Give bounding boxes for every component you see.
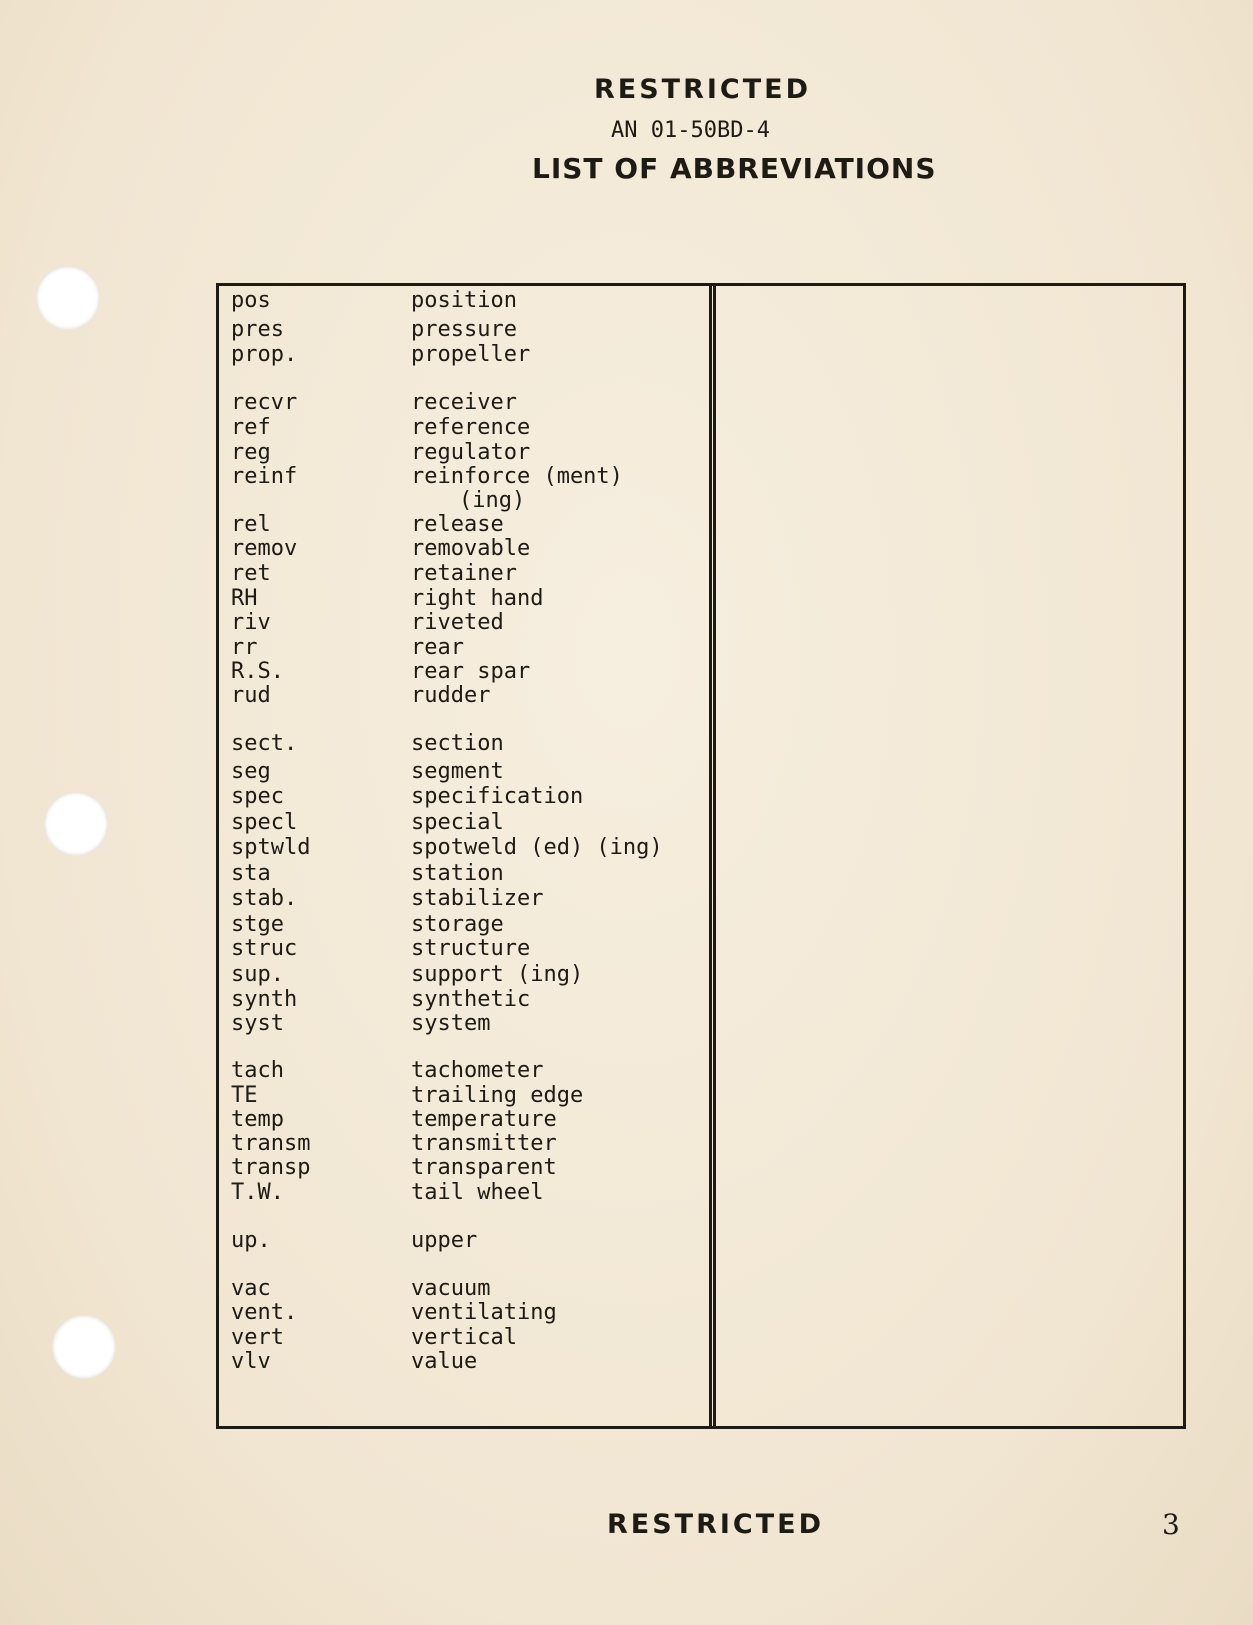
abbreviation-meaning: special bbox=[411, 810, 504, 835]
abbreviation-term: recvr bbox=[231, 390, 298, 415]
abbreviation-term: sptwld bbox=[231, 835, 311, 860]
abbreviation-meaning: rear bbox=[411, 635, 464, 660]
abbreviation-term: syst bbox=[231, 1011, 284, 1036]
abbreviation-meaning: transmitter bbox=[411, 1131, 557, 1156]
abbreviation-meaning: transparent bbox=[411, 1155, 557, 1180]
abbreviation-term: synth bbox=[231, 987, 298, 1012]
abbreviation-term: specl bbox=[231, 810, 298, 835]
abbreviation-term: ret bbox=[231, 561, 271, 586]
footer-classification: RESTRICTED bbox=[607, 1509, 825, 1540]
abbreviation-meaning: release bbox=[411, 512, 504, 537]
abbreviation-meaning: tachometer bbox=[411, 1058, 544, 1083]
abbreviation-term: reinf bbox=[231, 464, 298, 489]
abbreviation-meaning: pressure bbox=[411, 317, 517, 342]
abbreviation-term: sect. bbox=[231, 731, 298, 756]
abbreviation-term: temp bbox=[231, 1107, 284, 1132]
empty-right-column bbox=[716, 286, 1183, 1426]
abbreviation-term: rud bbox=[231, 683, 271, 708]
abbreviation-term: prop. bbox=[231, 342, 298, 367]
abbreviation-term: struc bbox=[231, 936, 298, 961]
abbreviation-meaning: temperature bbox=[411, 1107, 557, 1132]
abbreviation-meaning: rudder bbox=[411, 683, 491, 708]
abbreviation-meaning: storage bbox=[411, 912, 504, 937]
abbreviation-meaning: spotweld (ed) (ing) bbox=[411, 835, 663, 860]
abbreviation-meaning: right hand bbox=[411, 586, 544, 611]
abbreviation-meaning: segment bbox=[411, 759, 504, 784]
abbreviation-term: rr bbox=[231, 635, 258, 660]
abbreviation-meaning: receiver bbox=[411, 390, 517, 415]
punch-hole-middle bbox=[44, 792, 108, 856]
abbreviation-meaning-continuation: (ing) bbox=[459, 488, 526, 513]
abbreviation-meaning: reinforce (ment) bbox=[411, 464, 623, 489]
abbreviation-term: seg bbox=[231, 759, 271, 784]
abbreviation-term: remov bbox=[231, 536, 298, 561]
abbreviation-term: RH bbox=[231, 586, 258, 611]
abbreviation-term: stge bbox=[231, 912, 284, 937]
abbreviation-meaning: regulator bbox=[411, 440, 531, 465]
abbreviations-table bbox=[216, 283, 1186, 1429]
abbreviation-meaning: tail wheel bbox=[411, 1180, 544, 1205]
abbreviation-term: transp bbox=[231, 1155, 311, 1180]
abbreviation-term: stab. bbox=[231, 886, 298, 911]
abbreviation-meaning: support (ing) bbox=[411, 962, 584, 987]
abbreviation-term: spec bbox=[231, 784, 284, 809]
abbreviation-term: vert bbox=[231, 1325, 284, 1350]
abbreviation-meaning: trailing edge bbox=[411, 1083, 584, 1108]
abbreviation-term: riv bbox=[231, 610, 271, 635]
abbreviation-meaning: station bbox=[411, 861, 504, 886]
abbreviation-term: pres bbox=[231, 317, 284, 342]
header-classification: RESTRICTED bbox=[594, 74, 812, 105]
abbreviation-meaning: propeller bbox=[411, 342, 531, 367]
abbreviation-meaning: section bbox=[411, 731, 504, 756]
punch-hole-top bbox=[36, 266, 100, 330]
abbreviation-term: up. bbox=[231, 1228, 271, 1253]
abbreviation-term: T.W. bbox=[231, 1180, 284, 1205]
column-divider bbox=[709, 286, 716, 1426]
abbreviation-term: sta bbox=[231, 861, 271, 886]
abbreviation-meaning: removable bbox=[411, 536, 531, 561]
page-number: 3 bbox=[1162, 1508, 1180, 1541]
abbreviation-term: reg bbox=[231, 440, 271, 465]
abbreviation-term: TE bbox=[231, 1083, 258, 1108]
abbreviation-meaning: value bbox=[411, 1349, 478, 1374]
abbreviation-meaning: specification bbox=[411, 784, 584, 809]
abbreviation-term: vent. bbox=[231, 1300, 298, 1325]
abbreviation-meaning: system bbox=[411, 1011, 491, 1036]
abbreviation-term: rel bbox=[231, 512, 271, 537]
page-title: LIST OF ABBREVIATIONS bbox=[532, 152, 937, 185]
abbreviation-term: ref bbox=[231, 415, 271, 440]
abbreviation-term: R.S. bbox=[231, 659, 284, 684]
abbreviation-meaning: vertical bbox=[411, 1325, 517, 1350]
abbreviation-meaning: stabilizer bbox=[411, 886, 544, 911]
abbreviation-meaning: position bbox=[411, 288, 517, 313]
abbreviation-meaning: structure bbox=[411, 936, 531, 961]
abbreviation-meaning: rear spar bbox=[411, 659, 531, 684]
abbreviation-meaning: reference bbox=[411, 415, 531, 440]
abbreviation-meaning: retainer bbox=[411, 561, 517, 586]
abbreviation-term: sup. bbox=[231, 962, 284, 987]
abbreviation-term: pos bbox=[231, 288, 271, 313]
abbreviation-term: transm bbox=[231, 1131, 311, 1156]
abbreviation-term: vlv bbox=[231, 1349, 271, 1374]
abbreviation-meaning: ventilating bbox=[411, 1300, 557, 1325]
abbreviation-meaning: upper bbox=[411, 1228, 478, 1253]
abbreviation-term: vac bbox=[231, 1276, 271, 1301]
abbreviation-term: tach bbox=[231, 1058, 284, 1083]
abbreviation-meaning: vacuum bbox=[411, 1276, 491, 1301]
punch-hole-bottom bbox=[52, 1315, 116, 1379]
abbreviation-meaning: riveted bbox=[411, 610, 504, 635]
document-number: AN 01-50BD-4 bbox=[611, 118, 770, 143]
abbreviation-meaning: synthetic bbox=[411, 987, 531, 1012]
